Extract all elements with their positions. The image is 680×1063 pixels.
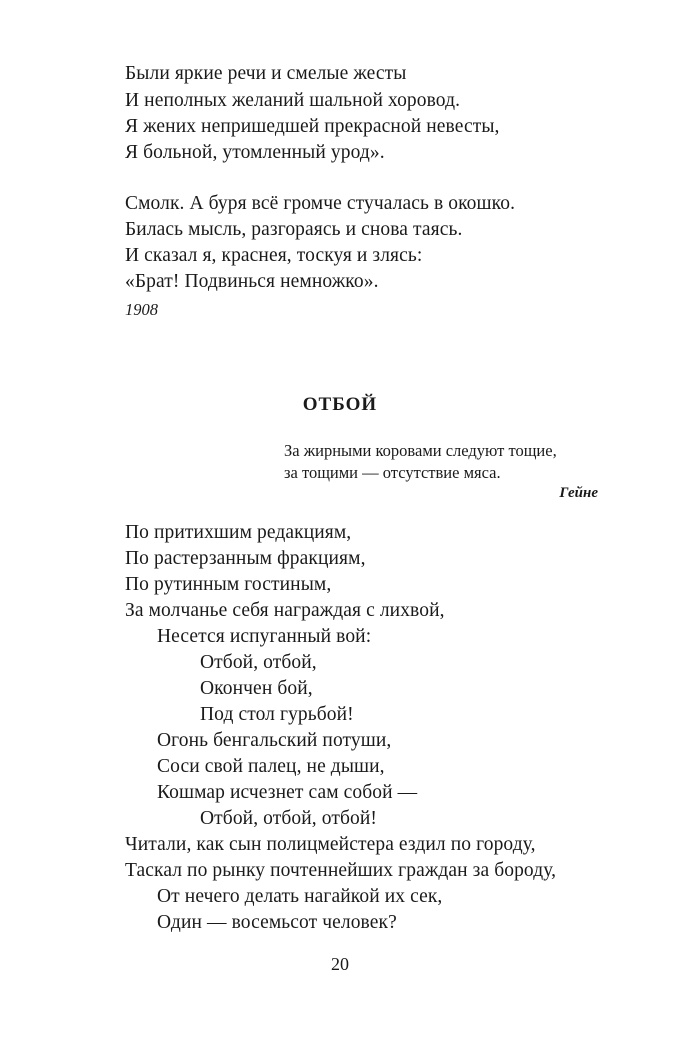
verse-line: Кошмар исчезнет сам собой —	[157, 782, 418, 803]
verse-line: И неполных желаний шальной хоровод.	[125, 90, 461, 111]
verse-line: «Брат! Подвинься немножко».	[125, 271, 379, 292]
verse-line: Я больной, утомленный урод».	[125, 142, 385, 163]
epigraph-line: За жирными коровами следуют тощие,	[284, 441, 557, 460]
verse-line: И сказал я, краснея, тоскуя и злясь:	[125, 245, 423, 266]
verse-line: За молчанье себя награждая с лихвой,	[125, 600, 445, 621]
verse-line: Отбой, отбой,	[200, 652, 317, 673]
epigraph-author: Гейне	[559, 485, 598, 501]
poem-date: 1908	[125, 300, 158, 319]
epigraph-line: за тощими — отсутствие мяса.	[284, 463, 501, 482]
verse-line: Окончен бой,	[200, 678, 313, 699]
verse-line: Были яркие речи и смелые жесты	[125, 63, 407, 84]
verse-line: По рутинным гостиным,	[125, 574, 332, 595]
page-number: 20	[331, 954, 349, 974]
poem-title: ОТБОЙ	[302, 394, 378, 415]
verse-line: От нечего делать нагайкой их сек,	[157, 886, 443, 907]
verse-line: По притихшим редакциям,	[125, 522, 352, 543]
verse-line: Несется испуганный вой:	[157, 626, 372, 647]
verse-line: Один — восемьсот человек?	[157, 912, 397, 933]
verse-line: Смолк. А буря всё громче стучалась в окошко.	[125, 193, 516, 214]
verse-line: По растерзанным фракциям,	[125, 548, 366, 569]
verse-line: Таскал по рынку почтеннейших граждан за бороду,	[125, 860, 557, 881]
verse-line: Билась мысль, разгораясь и снова таясь.	[125, 219, 463, 240]
verse-line: Огонь бенгальский потуши,	[157, 730, 392, 751]
verse-line: Отбой, отбой, отбой!	[200, 808, 377, 829]
verse-line: Под стол гурьбой!	[200, 704, 354, 725]
verse-line: Соси свой палец, не дыши,	[157, 756, 385, 777]
verse-line: Я жених непришедшей прекрасной невесты,	[125, 116, 500, 137]
verse-line: Читали, как сын полицмейстера ездил по городу,	[125, 834, 536, 855]
